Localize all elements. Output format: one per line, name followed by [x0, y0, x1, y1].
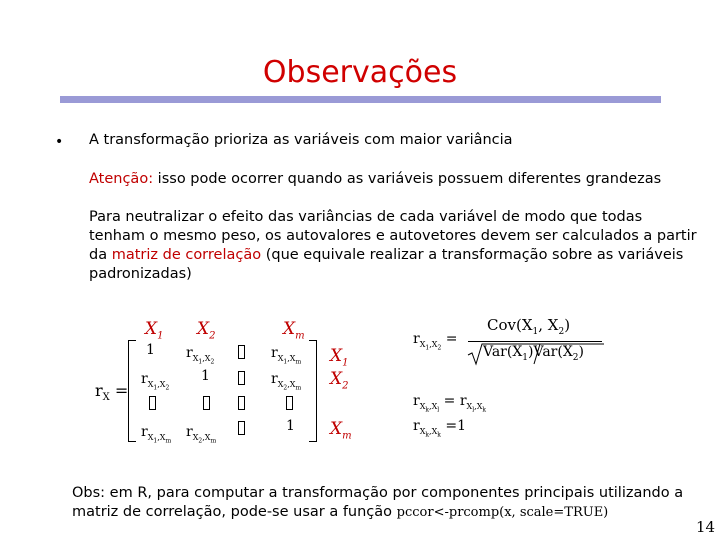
paragraph-highlight: matriz de correlação	[111, 247, 262, 263]
cell-2-2: 1	[201, 368, 210, 384]
cell-2-3	[238, 371, 245, 385]
title-underline	[60, 96, 661, 103]
right-bracket	[309, 340, 317, 442]
row-header-x1: $X_1$	[330, 346, 349, 369]
bullet-text: A transformação prioriza as variáveis com maior variância	[89, 132, 513, 148]
attention-text: isso pode ocorrer quando as variáveis possuem diferentes grandezas	[153, 171, 662, 187]
paragraph	[89, 208, 701, 284]
page-number: 14	[696, 518, 716, 536]
row-header-xm: $X_m$	[330, 419, 352, 442]
cell-3-1	[149, 396, 156, 410]
cell-4-1: $r_{X_1,X_m}$	[141, 424, 172, 445]
symmetry-formula: $r_{X_k,X_l} = r_{X_l,X_k}$	[413, 393, 487, 414]
obs-text-block	[36, 484, 712, 522]
cell-1-1: 1	[146, 342, 155, 358]
corr-denominator: $Var(X_1)Var(X_2)$	[483, 344, 584, 363]
obs-note	[36, 484, 712, 522]
cell-1-2: $r_{X_1,X_2}$	[186, 345, 215, 366]
cell-1-3	[238, 345, 245, 359]
paragraph-text-before: Para neutralizar o efeito das variâncias de cada variável de modo que todas tenham o mesmo peso, os autovalores e autovetores devem ser calculados a partir da	[89, 209, 697, 263]
cell-2-1: $r_{X_1,X_2}$	[141, 371, 170, 392]
left-bracket	[128, 340, 136, 442]
bullet-dot: •	[55, 134, 64, 150]
cell-4-3	[238, 421, 245, 435]
attention-label: Atenção:	[89, 171, 154, 187]
slide-title: Observações	[262, 55, 458, 90]
cell-3-3	[238, 396, 245, 410]
diagonal-formula: $r_{X_k,X_k} =1$	[413, 418, 467, 439]
matrix-lhs: $r_X$ =	[95, 381, 129, 404]
cell-2-4: $r_{X_2,X_m}$	[271, 371, 302, 392]
paragraph-text-after: (que equivale realizar a transformação sobre as variáveis padronizadas)	[89, 247, 684, 282]
corr-numerator: $Cov(X_1$, $X_2$)	[487, 316, 571, 337]
cell-4-2: $r_{X_2,X_m}$	[186, 424, 217, 445]
corr-lhs: $r_{X_1,X_2}$ =	[413, 331, 458, 352]
col-header-xm: $X_m$	[283, 319, 305, 342]
row-header-x2: $X_2$	[330, 369, 349, 392]
col-header-x1: $X_1$	[145, 319, 164, 342]
cell-4-4: 1	[286, 418, 295, 434]
cell-3-2	[203, 396, 210, 410]
cell-3-4	[286, 396, 293, 410]
obs-text: Obs: em R, para computar a transformação por componentes principais utilizando a matriz de correlação, pode-se usar a função	[72, 485, 684, 520]
attention-line	[89, 170, 661, 189]
col-header-x2: $X_2$	[197, 319, 216, 342]
obs-code: pccor<-prcomp(x, scale=TRUE)	[396, 505, 609, 520]
cell-1-4: $r_{X_1,X_m}$	[271, 345, 302, 366]
